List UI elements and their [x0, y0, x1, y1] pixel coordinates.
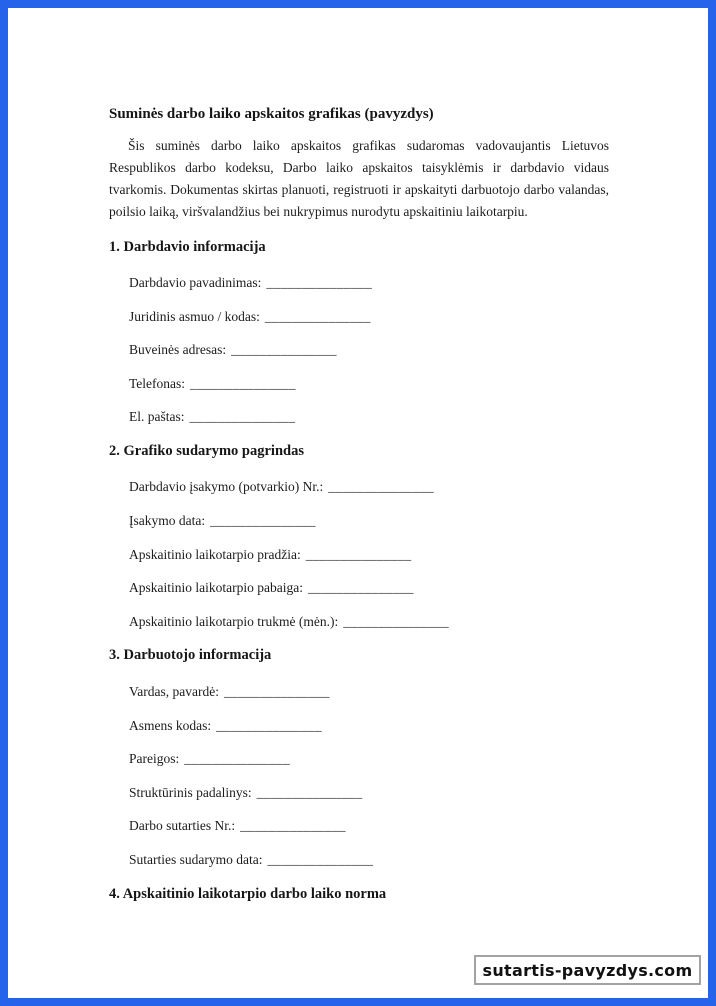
field-blank: _______________ [256, 784, 363, 800]
field-blank: _______________ [307, 580, 414, 596]
field-blank: _______________ [223, 683, 330, 699]
field-label: Įsakymo data: [129, 513, 206, 529]
watermark-badge [474, 955, 701, 985]
field-label: Buveinės adresas: [129, 342, 227, 358]
form-field [129, 717, 609, 735]
section-heading: 4. Apskaitinio laikotarpio darbo laiko norma [109, 885, 387, 902]
form-field [129, 851, 609, 869]
document-title: Suminės darbo laiko apskaitos grafikas (pavyzdys) [109, 105, 434, 122]
field-blank: _______________ [240, 818, 346, 834]
field-blank: _______________ [266, 275, 373, 290]
field-label: Telefonas: [129, 375, 186, 391]
form-field [129, 750, 609, 768]
section-heading: 1. Darbdavio informacija [109, 238, 266, 255]
intro-paragraph: Šis suminės darbo laiko apskaitos grafikas sudaromas vadovaujantis Lietuvos Respublikos darbo kodeksu, Darbo laiko apskaitos taisyklėmis ir darbdavio vidaus tvarkomis. Dokumentas skirtas planuoti, registruoti ir apskaityti darbuotojo darbo valandas, poilsio laiką, viršvalandžius bei nukrypimus nurodytu apskaitiniu laikotarpiu. [109, 137, 609, 219]
section-heading: 2. Grafiko sudarymo pagrindas [109, 442, 304, 459]
section-heading: 3. Darbuotojo informacija [109, 647, 272, 664]
field-label: Juridinis asmuo / kodas: [129, 308, 260, 324]
field-blank: _______________ [305, 546, 412, 562]
field-blank: _______________ [231, 342, 337, 358]
field-blank: _______________ [189, 409, 296, 425]
field-label: Sutarties sudarymo data: [129, 851, 263, 867]
field-blank: _______________ [216, 717, 322, 733]
form-field [129, 683, 609, 701]
form-field [129, 613, 609, 631]
field-label: Darbo sutarties Nr.: [129, 818, 236, 834]
field-label: Darbdavio pavadinimas: [129, 275, 262, 290]
section-employer-info [109, 238, 609, 427]
field-label: Apskaitinio laikotarpio pradžia: [129, 546, 301, 562]
section-employee-info [109, 646, 609, 868]
form-field [129, 546, 609, 564]
form-field [129, 341, 609, 359]
form-field [129, 308, 609, 326]
field-label: Struktūrinis padalinys: [129, 784, 252, 800]
field-blank: _______________ [210, 513, 316, 529]
form-field [129, 375, 609, 393]
field-label: Vardas, pavardė: [129, 683, 219, 699]
form-field [129, 817, 609, 835]
field-blank: _______________ [184, 751, 290, 767]
watermark-text: sutartis-pavyzdys.com [482, 960, 693, 980]
field-label: Apskaitinio laikotarpio pabaiga: [129, 580, 303, 596]
form-field [129, 274, 609, 292]
field-label: Asmens kodas: [129, 717, 212, 733]
field-blank: _______________ [264, 308, 371, 324]
field-label: El. paštas: [129, 409, 185, 425]
field-blank: _______________ [267, 851, 374, 867]
form-field [129, 512, 609, 530]
field-label: Pareigos: [129, 751, 180, 767]
document-content [109, 105, 609, 922]
form-field [129, 784, 609, 802]
field-blank: _______________ [343, 613, 449, 629]
section-schedule-basis [109, 442, 609, 631]
form-field [129, 478, 609, 496]
section-work-time-norm [109, 885, 609, 904]
form-field [129, 408, 609, 426]
field-blank: _______________ [328, 479, 434, 495]
field-label: Apskaitinio laikotarpio trukmė (mėn.): [129, 613, 339, 629]
form-field [129, 579, 609, 597]
field-label: Darbdavio įsakymo (potvarkio) Nr.: [129, 479, 324, 495]
field-blank: _______________ [190, 375, 296, 391]
